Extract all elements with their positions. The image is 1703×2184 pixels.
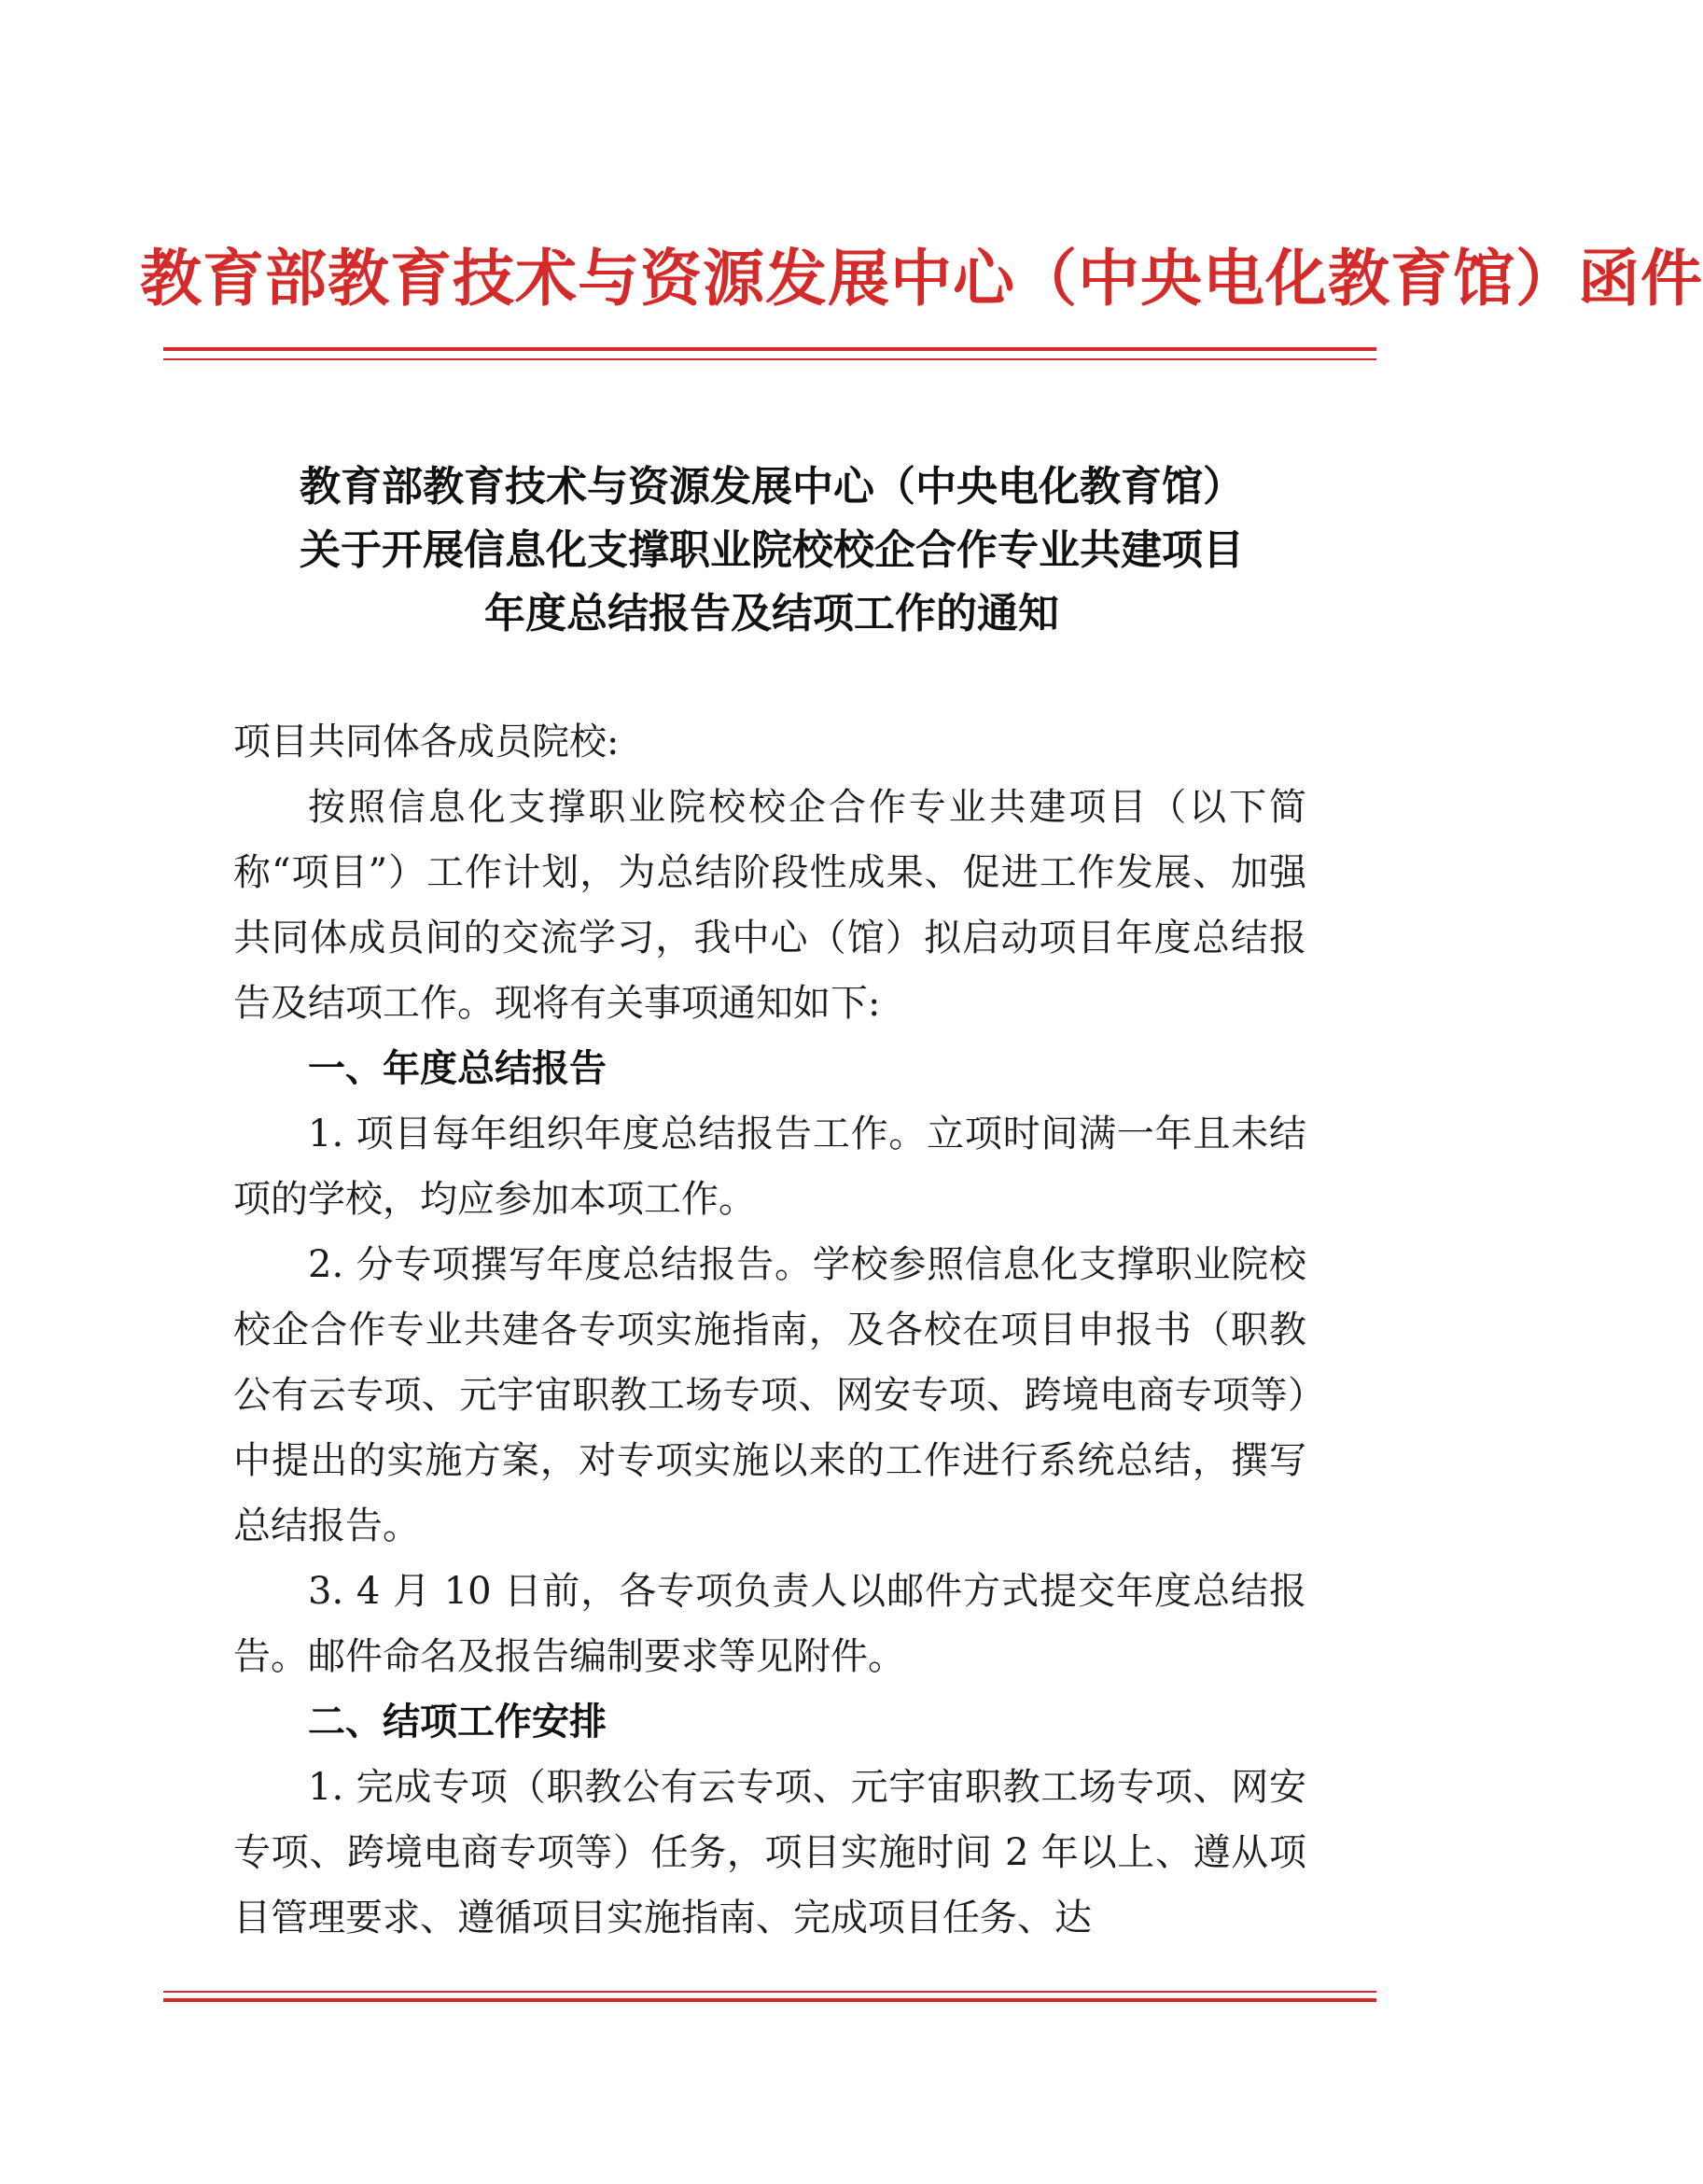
- footer-rule-thick: [163, 1998, 1376, 2002]
- section-heading-1: 一、年度总结报告: [308, 1047, 607, 1090]
- intro-paragraph: 按照信息化支撑职业院校校企合作专业共建项目（以下简称“项目”）工作计划，为总结阶段性成果、促进工作发展、加强共同体成员间的交流学习，我中心（馆）拟启动项目年度总结报告及结项工作。现将有关事项通知如下:: [233, 786, 1306, 1025]
- title-line-1: 教育部教育技术与资源发展中心（中央电化教育馆）: [300, 463, 1244, 511]
- section1-item-2: 2. 分专项撰写年度总结报告。学校参照信息化支撑职业院校校企合作专业共建各专项实施指南，及各校在项目申报书（职教公有云专项、元宇宙职教工场专项、网安专项、跨境电商专项等）中提出的实施方案，对专项实施以来的工作进行系统总结，撰写总结报告。: [233, 1243, 1306, 1547]
- masthead-rule-thick: [163, 347, 1376, 351]
- section-heading-2: 二、结项工作安排: [308, 1701, 607, 1743]
- masthead-rule-thin: [163, 358, 1376, 360]
- document-title: [187, 455, 1357, 646]
- title-line-3: 年度总结报告及结项工作的通知: [484, 590, 1059, 637]
- section1-item-1: 1. 项目每年组织年度总结报告工作。立项时间满一年且未结项的学校，均应参加本项工作。: [233, 1113, 1306, 1221]
- document-body: [233, 709, 1306, 1951]
- footer-rule-thin: [163, 1991, 1376, 1993]
- section1-item-3: 3. 4 月 10 日前，各专项负责人以邮件方式提交年度总结报告。邮件命名及报告编制要求等见附件。: [233, 1570, 1306, 1678]
- title-line-2: 关于开展信息化支撑职业院校校企合作专业共建项目: [300, 526, 1244, 574]
- section2-item-1: 1. 完成专项（职教公有云专项、元宇宙职教工场专项、网安专项、跨境电商专项等）任务，项目实施时间 2 年以上、遵从项目管理要求、遵循项目实施指南、完成项目任务、达: [233, 1766, 1306, 1939]
- salutation: 项目共同体各成员院校:: [233, 721, 620, 763]
- masthead-title: 教育部教育技术与资源发展中心（中央电化教育馆）函件: [140, 242, 1703, 315]
